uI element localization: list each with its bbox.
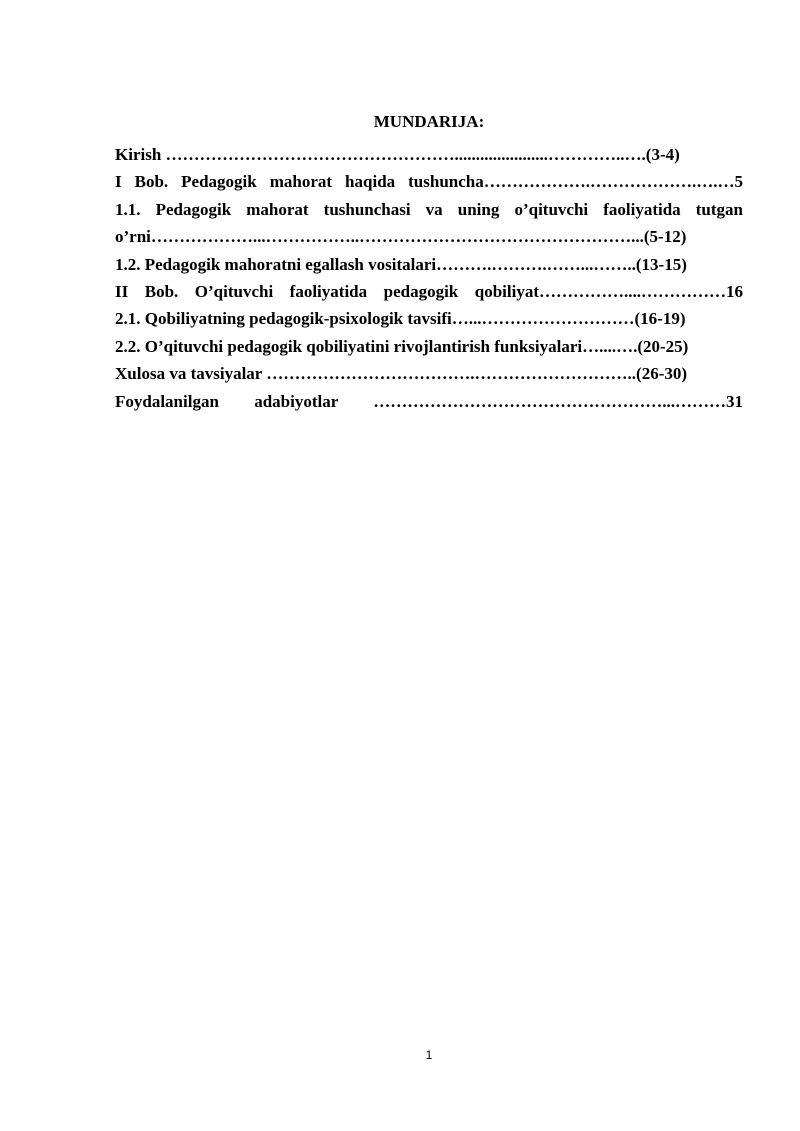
toc-entry-chapter-1[interactable]: I Bob. Pedagogik mahorat haqida tushuncha……………….……………….….…5: [115, 172, 743, 192]
toc-entry-references[interactable]: Foydalanilgan adabiyotlar ……………………………………………...………31: [115, 391, 743, 411]
toc-entry-conclusion[interactable]: Xulosa va tavsiyalar ……………………………….………………………..(26-30): [115, 364, 688, 384]
toc-entry-section-2-1[interactable]: 2.1. Qobiliyatning pedagogik-psixologik tavsifi…...………………………(16-19): [115, 309, 686, 329]
toc-entry-introduction[interactable]: Kirish ……………………………………………......................…………..….(3-4): [115, 145, 680, 164]
toc-title: MUNDARIJA:: [373, 112, 485, 131]
page-number: 1: [425, 1048, 433, 1062]
toc-entry-section-1-2[interactable]: 1.2. Pedagogik mahoratni egallash vositalari……….……….……...……..(13-15): [115, 254, 687, 274]
toc-entry-section-2-2[interactable]: 2.2. O’qituvchi pedagogik qobiliyatini rivojlantirish funksiyalari…....….(20-25): [115, 336, 689, 356]
toc-entry-chapter-2[interactable]: II Bob. O’qituvchi faoliyatida pedagogik qobiliyat……………....……………16: [115, 282, 743, 302]
toc-entry-section-1-1[interactable]: 1.1. Pedagogik mahorat tushunchasi va uning o’qituvchi faoliyatida tutgan o’rni………………...……………..…………………………………………...(5-12): [115, 199, 743, 247]
table-of-contents: [115, 141, 743, 415]
